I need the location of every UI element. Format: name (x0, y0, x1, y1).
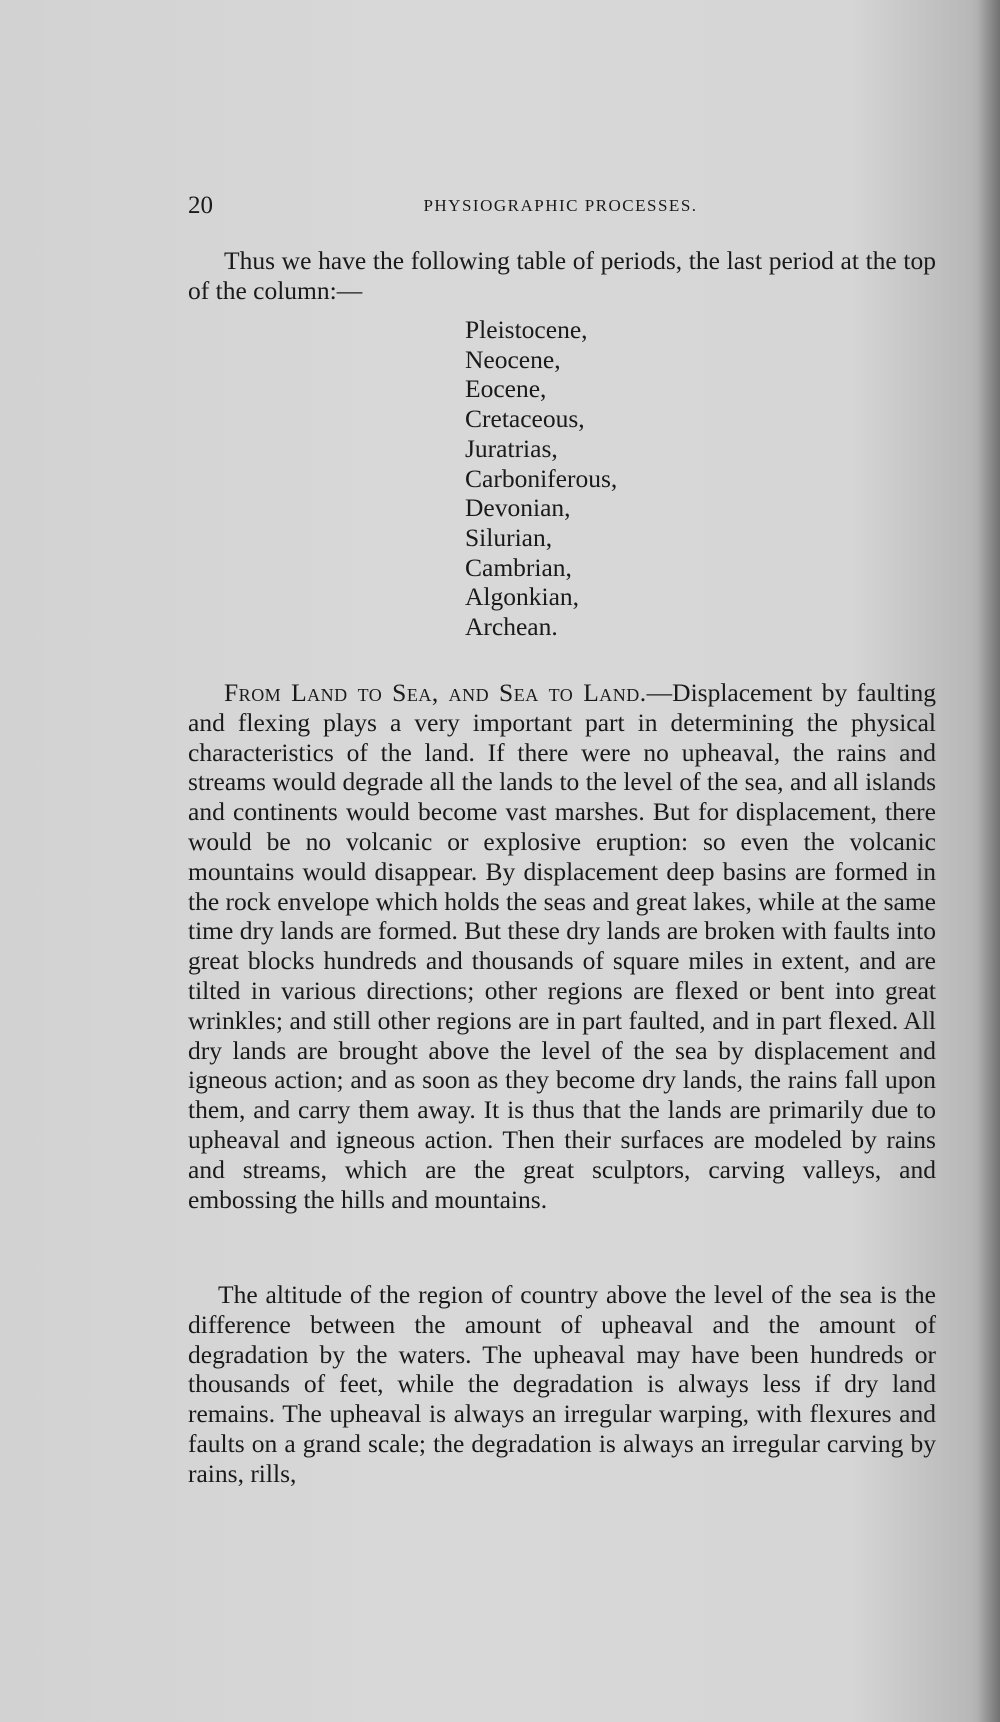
section-heading: From Land to Sea, and Sea to Land. (224, 678, 647, 707)
section-body: —Displacement by faulting and flexing plays a very important part in determining the physical characteristics of the land. If there were no upheaval, the rains and streams would degrade all the lands to the level of the sea, and all islands and continents would become vast marshes. But for displacement, there would be no volcanic or explosive eruption: so even the volcanic mountains would disappear. By displacement deep basins are formed in the rock envelope which holds the seas and great lakes, while at the same time dry lands are formed. But these dry lands are broken with faults into great blocks hundreds and thousands of square miles in extent, and are tilted in various directions; other regions are flexed or bent into great wrinkles; and still other regions are in part faulted, and in part flexed. All dry lands are brought above the level of the sea by displacement and igneous action; and as soon as they become dry lands, the rains fall upon them, and carry them away. It is thus that the lands are primarily due to upheaval and igneous action. Then their surfaces are modeled by rains and streams, which are the great sculptors, carving valleys, and embossing the hills and mountains. (188, 678, 936, 1214)
period-item: Algonkian, (465, 582, 580, 612)
section-paragraph-land-sea (188, 678, 936, 1214)
period-item: Archean. (465, 612, 558, 642)
period-item: Devonian, (465, 493, 571, 523)
altitude-paragraph: The altitude of the region of country above the level of the sea is the difference between the amount of upheaval and the amount of degradation by the waters. The upheaval may have been hundreds or thousands of feet, while the degradation is always less if dry land remains. The upheaval is always an irregular warping, with flexures and faults on a grand scale; the degradation is always an irregular carving by rains, rills, (188, 1280, 936, 1488)
period-item: Juratrias, (465, 433, 558, 463)
period-item: Silurian, (465, 522, 553, 552)
period-list (465, 315, 617, 642)
intro-paragraph: Thus we have the following table of periods, the last period at the top of the column:— (188, 246, 936, 305)
page-header (188, 192, 933, 222)
period-item: Cambrian, (465, 552, 572, 582)
period-item: Pleistocene, (465, 315, 588, 344)
page-number: 20 (188, 192, 213, 219)
period-item: Neocene, (465, 344, 561, 374)
period-item: Eocene, (465, 374, 547, 404)
period-item: Carboniferous, (465, 463, 618, 493)
page-shadow-edge (978, 0, 1000, 1722)
period-item: Cretaceous, (465, 404, 585, 434)
running-head: PHYSIOGRAPHIC PROCESSES. (423, 196, 698, 215)
